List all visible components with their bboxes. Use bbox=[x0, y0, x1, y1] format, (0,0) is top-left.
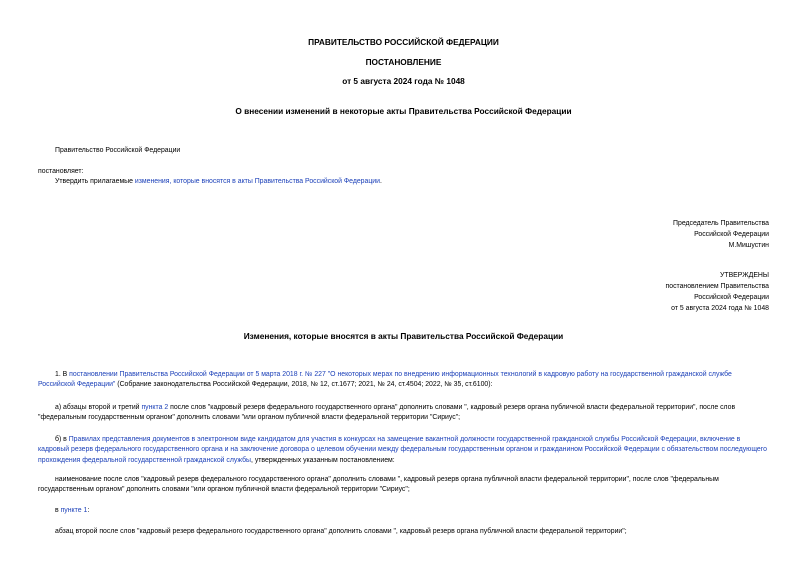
approve-prefix: Утвердить прилагаемые bbox=[55, 178, 135, 185]
resolution-227-link[interactable]: постановлении Правительства Российской Федерации от 5 марта 2018 г. № 227 "О некоторых мерах по внедрению информационных технологий в кадровую работу на государственной гражданской службе Российской Федерации" bbox=[38, 371, 732, 389]
government-line: Правительство Российской Федерации bbox=[55, 147, 181, 154]
paragraph-1-suffix: (Собрание законодательства Российской Федерации, 2018, № 12, ст.1677; 2021, № 24, ст.4504; 2022, № 35, ст.6100): bbox=[115, 381, 493, 389]
paragraph-name: наименование после слов "кадровый резерв федерального государственного органа" дополнить словами ", кадровый резерв органа публичной власти федеральной территории", после слов "федеральным государственным органом" дополнить словами "или органом публичной власти федеральной территории "Сириус"; bbox=[38, 476, 719, 494]
changes-link[interactable]: изменения, которые вносятся в акты Правительства Российской Федерации bbox=[134, 178, 380, 185]
point-1-link[interactable]: пункте 1 bbox=[60, 507, 88, 514]
paragraph-b bbox=[38, 435, 770, 466]
date-number: от 5 августа 2024 года № 1048 bbox=[342, 76, 465, 86]
paragraph-a-suffix: после слов "кадровый резерв федерального государственного органа" дополнить словами ", кадровый резерв органа публичной власти федеральной территории", после слов "федеральным государственным органом" дополнить словами "или органом публичной власти федеральной территории "Сириус"; bbox=[38, 404, 736, 422]
signature-name: М.Мишустин bbox=[728, 242, 769, 249]
paragraph-b-suffix: , утвержденных указанным постановлением: bbox=[251, 456, 395, 464]
paragraph-last: абзац второй после слов "кадровый резерв федерального государственного органа" дополнить словами ", кадровый резерв органа публичной власти федеральной территории"; bbox=[55, 528, 627, 535]
decides-line: постановляет: bbox=[38, 168, 84, 175]
paragraph-point-prefix: в bbox=[55, 507, 61, 514]
paragraph-1-prefix: 1. В bbox=[55, 371, 70, 378]
approve-paragraph bbox=[55, 177, 382, 187]
point-2-link[interactable]: пункта 2 bbox=[141, 404, 169, 411]
paragraph-1 bbox=[38, 370, 770, 391]
approval-org: Российской Федерации bbox=[694, 294, 769, 301]
paragraph-b-prefix: б) в bbox=[55, 436, 69, 443]
doc-type-heading: ПОСТАНОВЛЕНИЕ bbox=[365, 57, 442, 67]
paragraph-a-prefix: а) абзацы второй и третий bbox=[55, 404, 142, 411]
signature-block bbox=[673, 218, 769, 251]
signature-position: Председатель Правительства bbox=[673, 220, 769, 227]
approval-date: от 5 августа 2024 года № 1048 bbox=[671, 305, 769, 312]
signature-org: Российской Федерации bbox=[694, 231, 769, 238]
org-heading: ПРАВИТЕЛЬСТВО РОССИЙСКОЙ ФЕДЕРАЦИИ bbox=[308, 37, 499, 47]
paragraph-a bbox=[38, 403, 770, 424]
approve-suffix: . bbox=[379, 178, 382, 185]
document-title: О внесении изменений в некоторые акты Правительства Российской Федерации bbox=[235, 106, 572, 116]
rules-link[interactable]: Правилах представления документов в электронном виде кандидатом для участия в конкурсах на замещение вакантной должности государственной гражданской службы Российской Федерации, включение в кадровый резерв федерального государственного органа и на заключение договора о целевом обучении между федеральным государственным органом и гражданином Российской Федерации с обязательством последующего прохождения федеральной государственной гражданской службы bbox=[38, 436, 767, 464]
paragraph-point-suffix: : bbox=[87, 507, 90, 514]
approval-by: постановлением Правительства bbox=[665, 283, 769, 290]
changes-heading: Изменения, которые вносятся в акты Правительства Российской Федерации bbox=[243, 331, 564, 341]
approval-title: УТВЕРЖДЕНЫ bbox=[720, 272, 769, 279]
approval-block bbox=[666, 270, 770, 314]
paragraph-point-1 bbox=[38, 506, 770, 516]
